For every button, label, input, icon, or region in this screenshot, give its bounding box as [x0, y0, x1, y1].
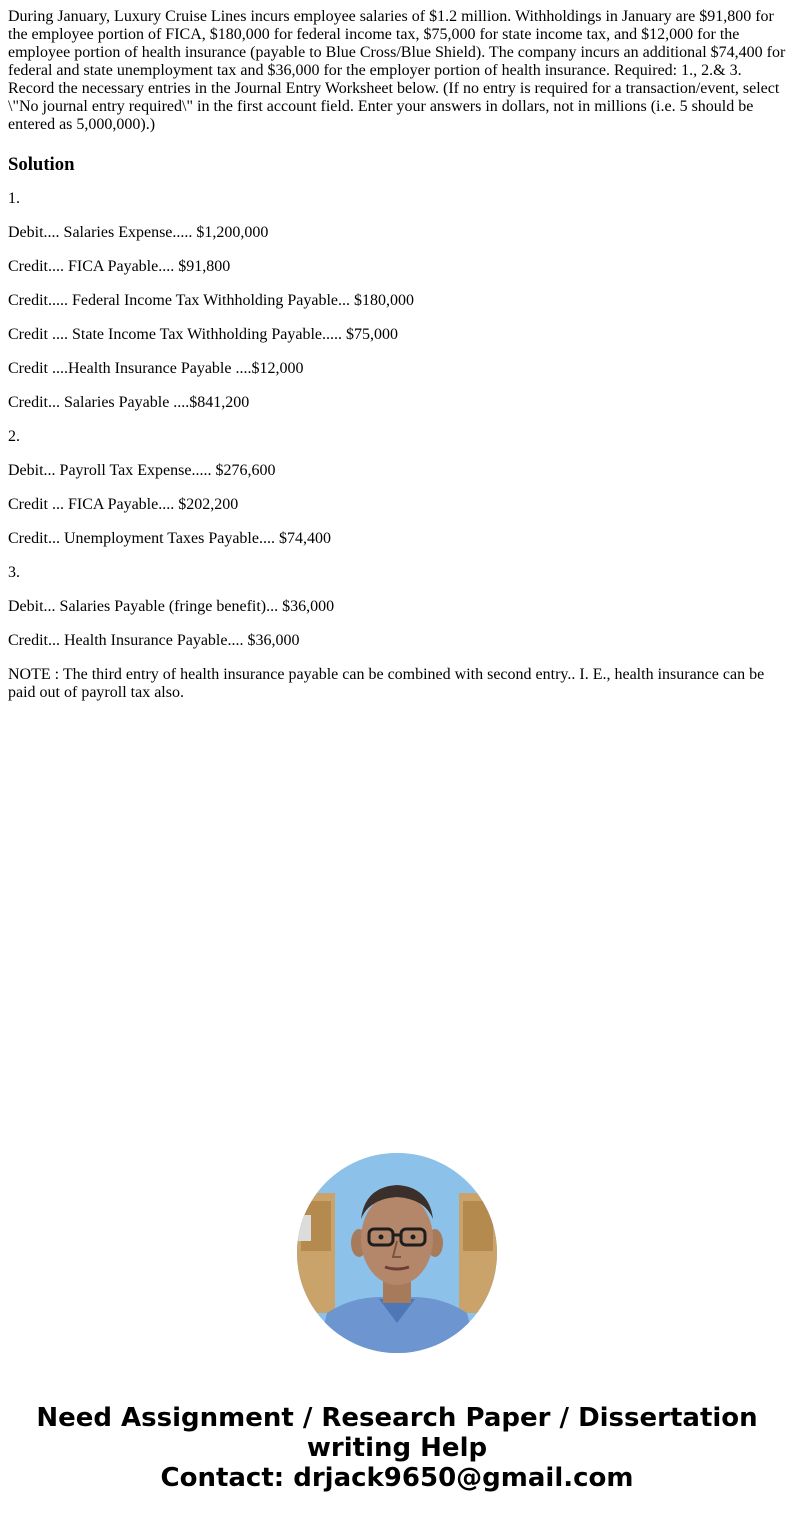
answer-line: Credit..... Federal Income Tax Withholding Payable... $180,000 [8, 292, 415, 309]
answer-line: 2. [8, 428, 20, 445]
solution-body [8, 190, 786, 702]
answer-line: 1. [8, 190, 20, 207]
answer-line: Credit... Health Insurance Payable.... $36,000 [8, 632, 300, 649]
answer-line: Credit... Unemployment Taxes Payable.... $74,400 [8, 530, 331, 547]
answer-line: Credit ....Health Insurance Payable ....$12,000 [8, 360, 304, 377]
answer-line: Credit ... FICA Payable.... $202,200 [8, 496, 239, 513]
solution-heading: Solution [8, 154, 75, 175]
answer-line: Debit.... Salaries Expense..... $1,200,000 [8, 224, 269, 241]
answer-line: 3. [8, 564, 20, 581]
answer-line: Credit... Salaries Payable ....$841,200 [8, 394, 250, 411]
answer-line: Credit .... State Income Tax Withholding Payable..... $75,000 [8, 326, 399, 343]
contact-banner [0, 1403, 794, 1493]
answer-line: Debit... Salaries Payable (fringe benefit)... $36,000 [8, 598, 335, 615]
promo-line-2: writing Help [306, 1433, 488, 1463]
avatar-portrait [297, 1153, 497, 1353]
answer-line: Credit.... FICA Payable.... $91,800 [8, 258, 231, 275]
note-text: NOTE : The third entry of health insurance payable can be combined with second entry.. I. E., health insurance can be paid out of payroll tax also. [8, 666, 765, 701]
promo-contact-line: Contact: drjack9650@gmail.com [160, 1463, 634, 1493]
promo-line-1: Need Assignment / Research Paper / Dissertation [36, 1403, 758, 1433]
question-text: During January, Luxury Cruise Lines incurs employee salaries of $1.2 million. Withholdings in January are $91,800 for the employee portion of FICA, $180,000 for federal income tax, $75,000 for state income tax, and $12,000 for the employee portion of health insurance (payable to Blue Cross/Blue Shield). The company incurs an additional $74,400 for federal and state unemployment tax and $36,000 for the employer portion of health insurance. Required: 1., 2.& 3. Record the necessary entries in the Journal Entry Worksheet below. (If no entry is required for a transaction/event, select \"No journal entry required\" in the first account field. Enter your answers in dollars, not in millions (i.e. 5 should be entered as 5,000,000).) [8, 8, 786, 133]
answer-line: Debit... Payroll Tax Expense..... $276,600 [8, 462, 276, 479]
document-body [8, 8, 786, 718]
author-avatar [297, 1153, 497, 1353]
